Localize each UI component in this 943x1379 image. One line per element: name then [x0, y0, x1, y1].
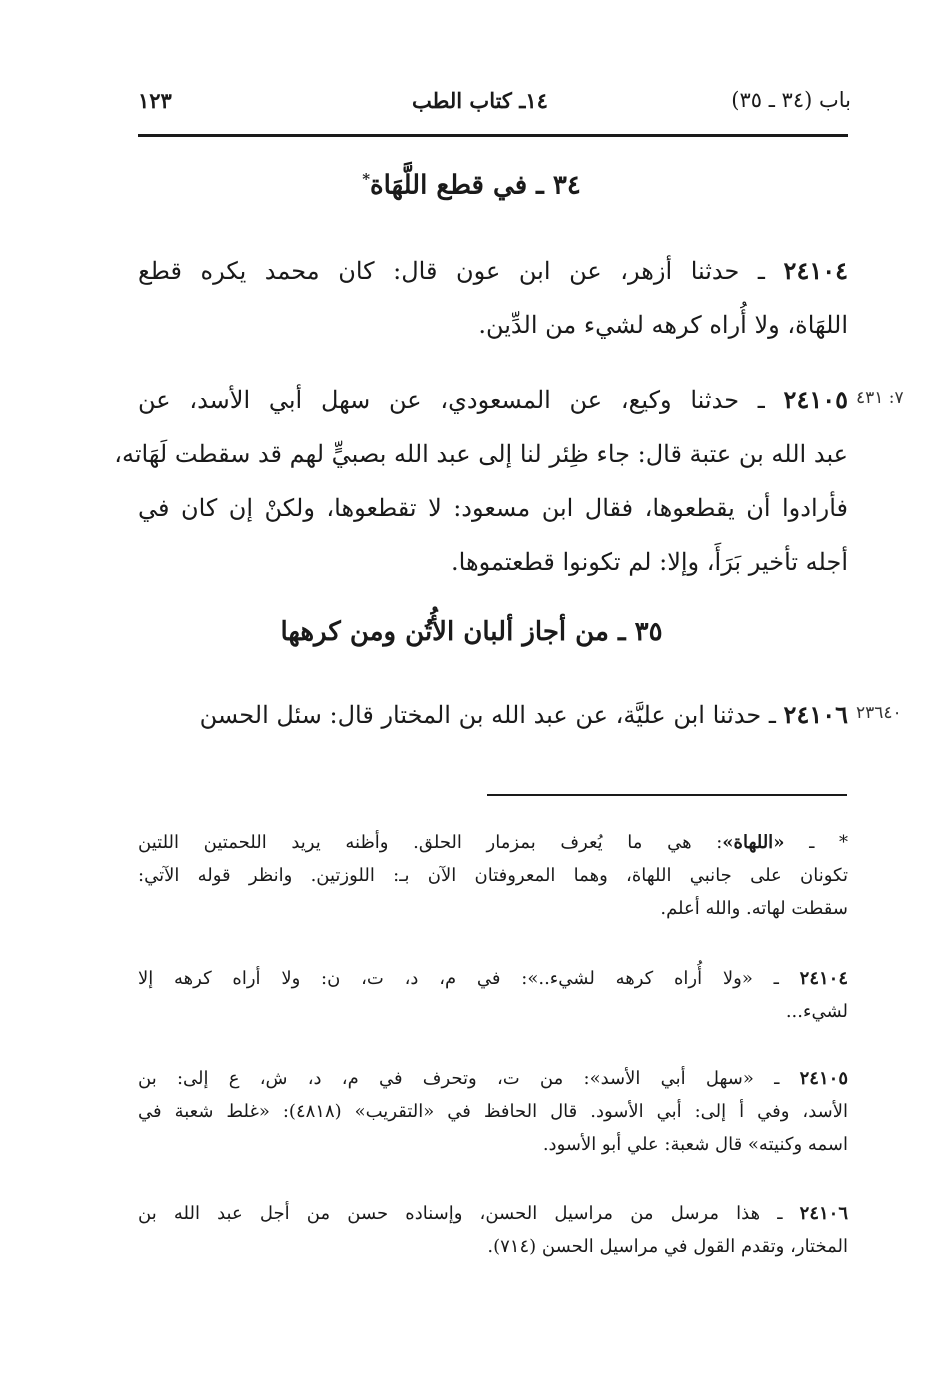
- footnote-24105-line-2: الأسد، وفي أ إلى: أبي الأسود. قال الحافظ في «التقريب» (٤٨١٨): «غلط شعبة في: [138, 1101, 848, 1122]
- hadith-text: ـ حدثنا وكيع، عن المسعودي، عن سهل أبي الأسد، عن: [138, 386, 765, 414]
- footnote-24104-line-1: [138, 962, 848, 995]
- footnote-text: ـ هذا مرسل من مراسيل الحسن، وإسناده حسن من أجل عبد الله بن: [138, 1203, 783, 1224]
- hadith-24105: [114, 373, 848, 589]
- footnote-number: ٢٤١٠٤: [799, 968, 848, 989]
- hadith-24104: [138, 244, 848, 352]
- footnote-term: «اللهاة»: [722, 832, 785, 853]
- hadith-number: ٢٤١٠٥: [783, 385, 848, 414]
- footnote-24105-line-3: اسمه وكنيته» قال شعبة: علي أبو الأسود.: [542, 1134, 848, 1155]
- hadith-24105-line-4: أجله تأخير بَرَأَ، وإلا: لم تكونوا قطعتموها.: [451, 548, 848, 576]
- hadith-24105-line-1: [138, 373, 848, 427]
- hadith-24106-line-1: [138, 688, 848, 742]
- chapter-34-footnote-mark: *: [362, 170, 371, 188]
- footnote-24105-line-1: [138, 1062, 848, 1095]
- footnote-separator: [487, 794, 847, 796]
- footnote-lahat-line-3: سقطت لهاته. والله أعلم.: [660, 898, 848, 919]
- footnote-mark: *: [839, 832, 848, 853]
- footnote-24106-line-1: [138, 1197, 848, 1230]
- footnote-text: ـ «ولا أُراه كرهه لشيء..»: في م، د، ت، ن: ولا أراه كرهه إلا: [138, 968, 779, 989]
- header-rule: [138, 134, 848, 137]
- footnote-24106-line-2: المختار، وتقدم القول في مراسيل الحسن (٧١٤).: [487, 1236, 848, 1257]
- footnote-lahat-line-2: تكونان على جانبي اللهاة، وهما المعروفتان الآن بـ: اللوزتين. وانظر قوله الآتي:: [138, 865, 848, 886]
- header-book-title: ١٤ـ كتاب الطب: [412, 88, 548, 113]
- footnote-lahat-line-1: * ـ «اللهاة»: هي ما يُعرف بمزمار الحلق. وأظنه يريد اللحمتين اللتين: [138, 832, 848, 853]
- chapter-34-title-text: ٣٤ ـ في قطع اللَّهَاة: [370, 170, 581, 201]
- footnote-24105: [138, 1062, 848, 1161]
- chapter-35-title: ٣٥ ـ من أجاز ألبان الأُتُن ومن كرهها: [280, 617, 663, 647]
- footnote-24104-line-2: لشيء...: [785, 1001, 848, 1022]
- footnote-number: ٢٤١٠٥: [799, 1068, 848, 1089]
- hadith-number: ٢٤١٠٤: [783, 256, 848, 285]
- hadith-number: ٢٤١٠٦: [783, 700, 848, 729]
- margin-reference-24106: ٢٣٦٤٠: [856, 703, 902, 723]
- footnote-number: ٢٤١٠٦: [799, 1203, 848, 1224]
- footnote-24104: [138, 962, 848, 1028]
- chapter-34-title: [0, 170, 943, 201]
- hadith-24105-line-2: عبد الله بن عتبة قال: جاء ظِئر لنا إلى عبد الله بصبيٍّ لهم قد سقطت لَهَاته،: [114, 440, 848, 468]
- hadith-24104-line-2: اللهَاة، ولا أُراه كرهه لشيء من الدِّين.: [478, 311, 848, 339]
- hadith-text: ـ حدثنا ابن عليَّة، عن عبد الله بن المختار قال: سئل الحسن: [199, 701, 776, 729]
- hadith-text: ـ حدثنا أزهر، عن ابن عون قال: كان محمد يكره قطع: [138, 257, 765, 285]
- hadith-24105-line-3: فأرادوا أن يقطعوها، فقال ابن مسعود: لا تقطعوها، ولكنْ إن كان في: [138, 494, 848, 522]
- hadith-24106: [138, 688, 848, 742]
- footnote-24106: [138, 1197, 848, 1263]
- margin-reference-24105: ٧: ٤٣١: [856, 388, 904, 408]
- footnote-text: هي ما يُعرف بمزمار الحلق. وأظنه يريد اللحمتين اللتين: [138, 832, 692, 853]
- footnote-lahat: [138, 826, 848, 925]
- header-section-ref: باب (٣٤ ـ ٣٥): [731, 88, 851, 112]
- footnote-text: ـ «سهل أبي الأسد»: من ت، وتحرف في م، د، ش، ع إلى: بن: [138, 1068, 780, 1089]
- header-page-number: ١٢٣: [138, 88, 172, 113]
- hadith-24104-line-1: [138, 244, 848, 298]
